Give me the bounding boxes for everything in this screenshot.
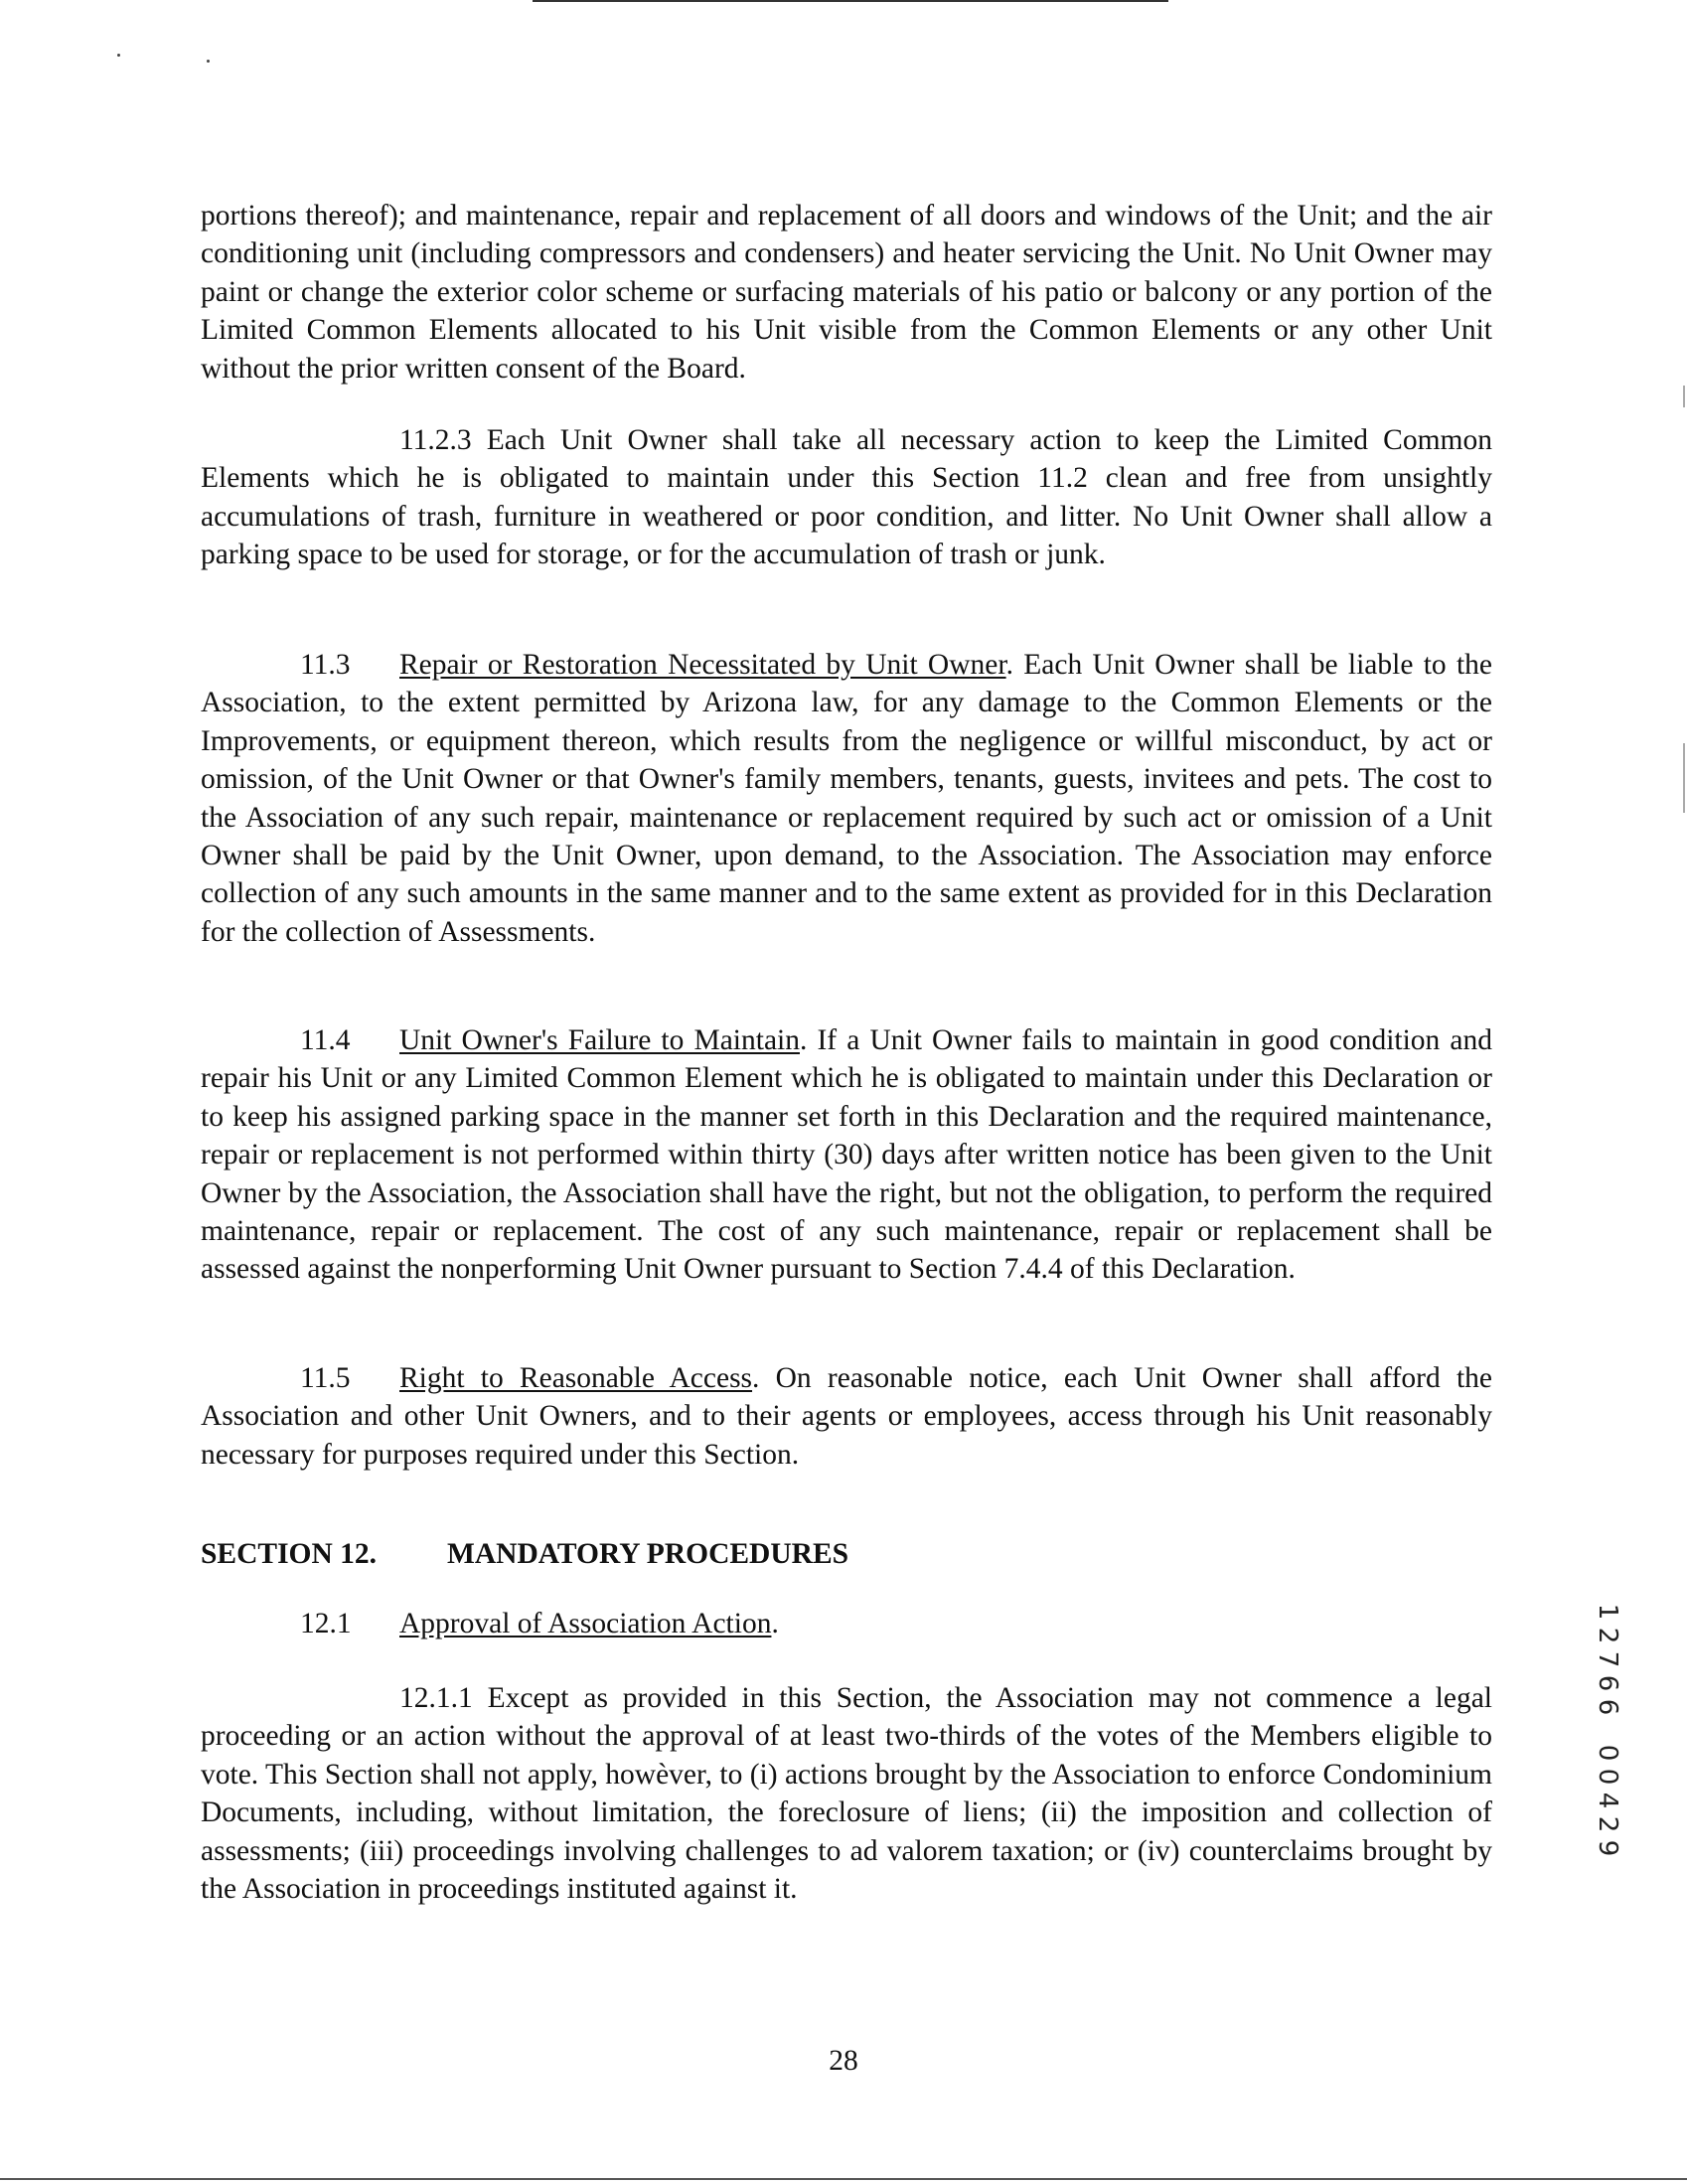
section-title-suffix: . [771, 1608, 779, 1639]
paragraph-text: portions thereof); and maintenance, repair and replacement of all doors and windows of the Unit; and the air conditioning unit (including compressors and condensers) and heater servicing the Unit. No Unit Owner may paint or change the exterior color scheme or surfacing materials of his patio or balcony or any portion of the Limited Common Elements allocated to his Unit visible from the Common Elements or any other Unit without the prior written consent of the Board. [201, 200, 1492, 385]
section-heading-title: MANDATORY PROCEDURES [447, 1538, 849, 1570]
stamp-digit: 0 [1593, 1744, 1622, 1762]
scan-artifact-top-line [533, 0, 1168, 2]
paragraph-text: 11.2.3 Each Unit Owner shall take all necessary action to keep the Limited Common Elements which he is obligated to maintain under this Section 11.2 clean and free from unsightly accumulations of trash, furniture in weathered or poor condition, and litter. No Unit Owner shall allow a parking space to be used for storage, or for the accumulation of trash or junk. [201, 424, 1492, 571]
stamp-digit: 0 [1593, 1768, 1622, 1786]
section-title: Unit Owner's Failure to Maintain [399, 1024, 800, 1056]
stamp-digit: 1 [1593, 1603, 1622, 1621]
stamp-digit: 7 [1593, 1650, 1622, 1668]
subsection-12-1-heading [300, 1608, 779, 1640]
paragraph-11-4 [201, 1021, 1492, 1289]
stamp-digit: 9 [1593, 1839, 1622, 1857]
section-title: Approval of Association Action [399, 1608, 772, 1639]
stamp-digit: 2 [1593, 1815, 1622, 1833]
paragraph-11-2-3 [201, 421, 1492, 574]
section-number: 11.3 [300, 649, 351, 681]
scan-edge-mark [1683, 743, 1685, 813]
stamp-digit: 6 [1593, 1698, 1622, 1716]
paragraph-11-5 [201, 1359, 1492, 1474]
section-12-heading [201, 1538, 848, 1571]
paragraph-text: 12.1.1 Except as provided in this Section, the Association may not commence a legal proceeding or an action without the approval of at least two-thirds of the votes of the Members eligible to vote. This Section shall not apply, howèver, to (i) actions brought by the Association to enforce Condominium Documents, including, without limitation, the foreclosure of liens; (ii) the imposition and collection of assessments; (iii) proceedings involving challenges to ad valorem taxation; or (iv) counterclaims brought by the Association in proceedings instituted against it. [201, 1682, 1492, 1906]
section-number: 11.4 [300, 1024, 351, 1056]
section-heading-number: SECTION 12. [201, 1538, 378, 1570]
scan-edge-mark [1683, 386, 1685, 407]
section-title: Right to Reasonable Access [399, 1362, 753, 1394]
scan-speck [207, 60, 210, 63]
paragraph-11-3 [201, 646, 1492, 951]
paragraph-12-1-1 [201, 1679, 1492, 1908]
stamp-digit: 4 [1593, 1792, 1622, 1809]
section-number: 11.5 [300, 1362, 351, 1394]
section-title: Repair or Restoration Necessitated by Unit Owner [399, 649, 1006, 681]
scan-artifact-bottom-line [0, 2178, 1687, 2180]
paragraph-continuation [201, 197, 1492, 388]
stamp-digit: 6 [1593, 1674, 1622, 1692]
paragraph-text: . On reasonable notice, each Unit Owner shall afford the Association and other Unit Owners, and to their agents or employees, access through his Unit reasonably necessary for purposes required under this Section. [201, 1362, 1492, 1471]
page-number: 28 [829, 2045, 858, 2077]
paragraph-text: . If a Unit Owner fails to maintain in good condition and repair his Unit or any Limited Common Element which he is obligated to maintain under this Declaration or to keep his assigned parking space in the manner set forth in this Declaration and the required maintenance, repair or replacement is not performed within thirty (30) days after written notice has been given to the Unit Owner by the Association, the Association shall have the right, but not the obligation, to perform the required maintenance, repair or replacement. The cost of any such maintenance, repair or replacement shall be assessed against the nonperforming Unit Owner pursuant to Section 7.4.4 of this Declaration. [201, 1024, 1492, 1286]
recording-number-stamp [1588, 1600, 1627, 1860]
section-number: 12.1 [300, 1608, 352, 1639]
stamp-digit: 2 [1593, 1627, 1622, 1644]
scan-speck [117, 54, 120, 57]
paragraph-text: . Each Unit Owner shall be liable to the Association, to the extent permitted by Arizona law, for any damage to the Common Elements or the Improvements, or equipment thereon, which results from the negligence or willful misconduct, by act or omission, of the Unit Owner or that Owner's family members, tenants, guests, invitees and pets. The cost to the Association of any such repair, maintenance or replacement required by such act or omission of a Unit Owner shall be paid by the Unit Owner, upon demand, to the Association. The Association may enforce collection of any such amounts in the same manner and to the same extent as provided for in this Declaration for the collection of Assessments. [201, 649, 1492, 948]
